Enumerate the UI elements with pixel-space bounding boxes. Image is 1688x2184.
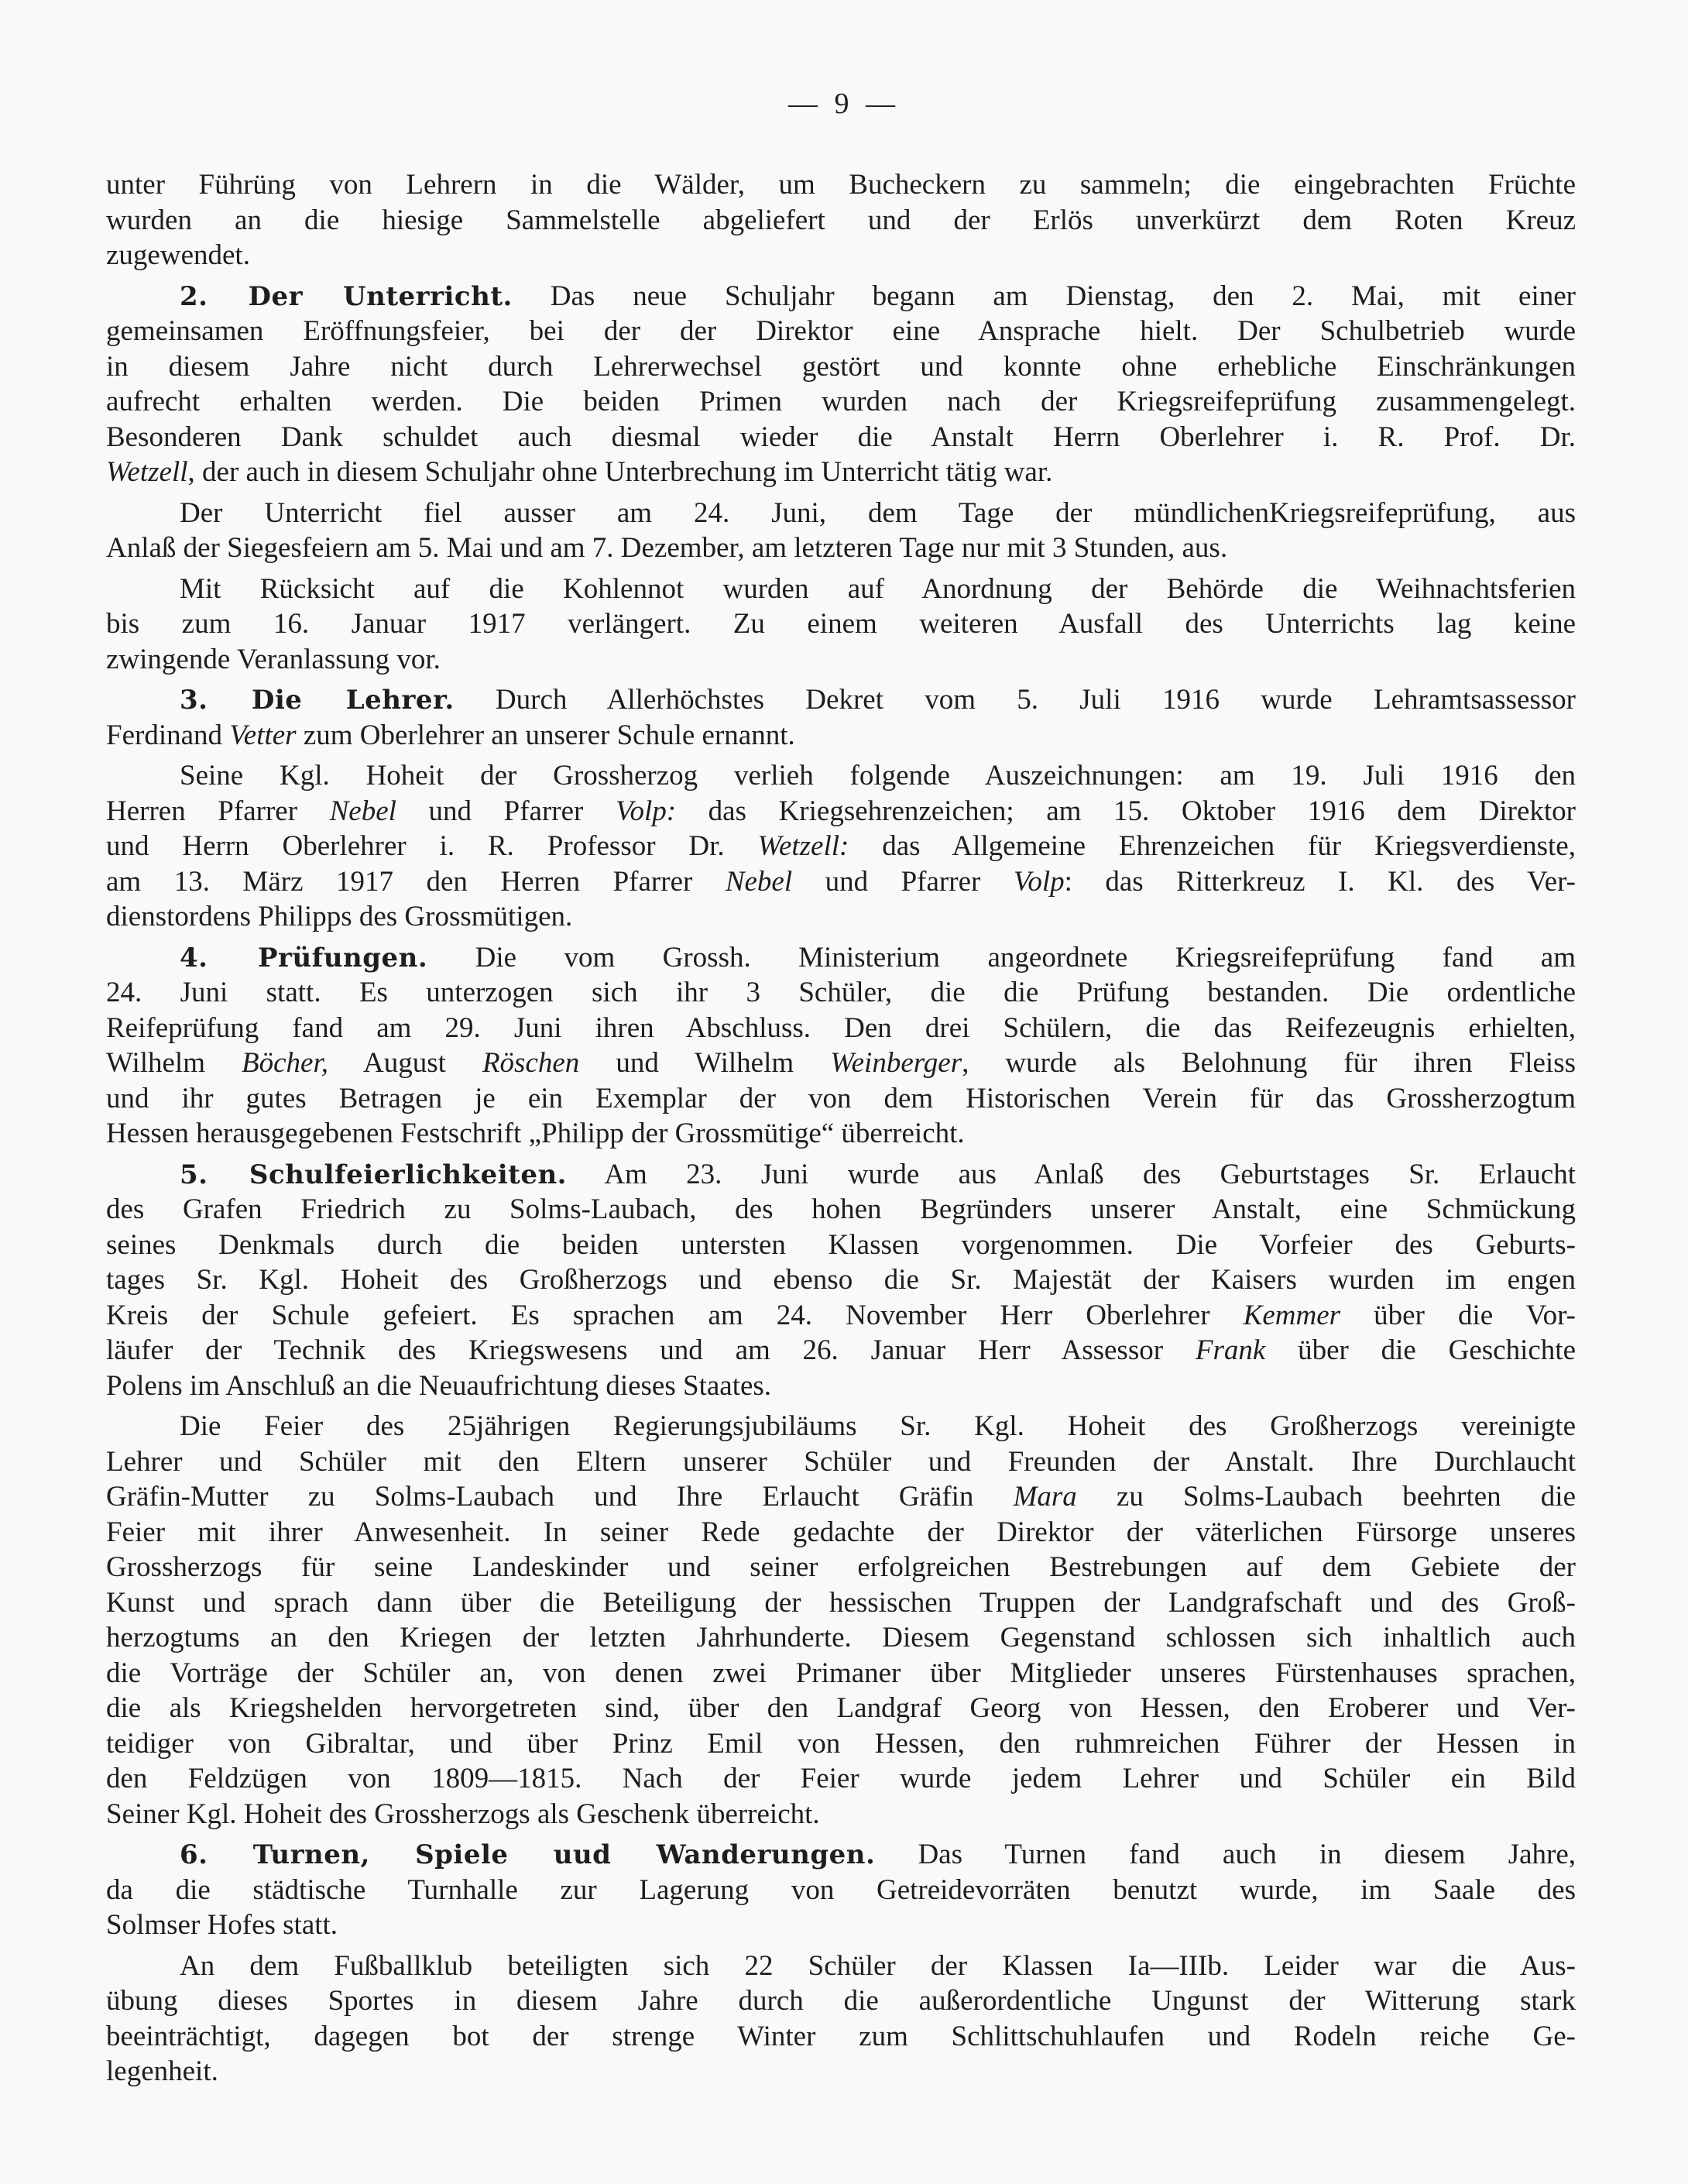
- text-line: [106, 1011, 1576, 1046]
- text-line: [106, 642, 1576, 678]
- text-line: [106, 1409, 1576, 1444]
- text-line: [106, 384, 1576, 420]
- text-segment: Besonderen Dank schuldet auch diesmal wieder die Anstalt Herrn Oberlehrer i. R. Prof. Dr.: [106, 421, 1576, 453]
- text-segment: August: [328, 1047, 482, 1079]
- emphasized-name: Nebel: [725, 865, 793, 898]
- text-line: [106, 420, 1576, 455]
- paragraph: [106, 279, 1576, 490]
- text-segment: und Herrn Oberlehrer i. R. Professor Dr.: [106, 830, 758, 862]
- emphasized-name: Frank: [1195, 1334, 1266, 1366]
- text-line: [106, 1761, 1576, 1797]
- text-segment: Feier mit ihrer Anwesenheit. In seiner Rede gedachte der Direktor der väterlichen Fürsorge unseres: [106, 1516, 1576, 1548]
- text-line: [106, 1656, 1576, 1691]
- text-segment: zum Oberlehrer an unserer Schule ernannt.: [296, 719, 795, 751]
- text-segment: am 13. März 1917 den Herren Pfarrer: [106, 865, 726, 898]
- text-segment: das Allgemeine Ehrenzeichen für Kriegsverdienste,: [849, 830, 1576, 862]
- text-segment: Kreis der Schule gefeiert. Es sprachen am 24. November Herr Oberlehrer: [106, 1299, 1244, 1331]
- paragraph: [106, 1949, 1576, 2090]
- text-segment: die als Kriegshelden hervorgetreten sind, über den Landgraf Georg von Hessen, den Eroberer und Ver-: [106, 1692, 1576, 1724]
- text-segment: des Grafen Friedrich zu Solms-Laubach, des hohen Begründers unserer Anstalt, eine Schmückung: [106, 1193, 1576, 1225]
- text-line: [106, 1620, 1576, 1656]
- text-line: [106, 940, 1576, 976]
- text-segment: und Wilhelm: [579, 1047, 831, 1079]
- text-line: [106, 2054, 1576, 2090]
- section-heading: 3. Die Lehrer.: [180, 685, 455, 716]
- text-segment: die Vorträge der Schüler an, von denen zwei Primaner über Mitglieder unseres Fürstenhauses sprachen,: [106, 1657, 1576, 1689]
- body-text: [106, 167, 1576, 2090]
- text-segment: wurden an die hiesige Sammelstelle abgeliefert und der Erlös unverkürzt dem Roten Kreuz: [106, 204, 1576, 236]
- text-segment: über die Geschichte: [1265, 1334, 1576, 1366]
- text-segment: 24. Juni statt. Es unterzogen sich ihr 3 Schüler, die die Prüfung bestanden. Die ordentliche: [106, 977, 1576, 1008]
- text-segment: und ihr gutes Betragen je ein Exemplar der von dem Historischen Verein für das Grossherzogtum: [106, 1082, 1576, 1114]
- text-segment: An dem Fußballklub beteiligten sich 22 Schüler der Klassen Ia—IIIb. Leider war die Aus-: [180, 1949, 1576, 1982]
- text-segment: Kunst und sprach dann über die Beteiligung der hessischen Truppen der Landgrafschaft und des Groß-: [106, 1586, 1576, 1619]
- text-line: [106, 1983, 1576, 2019]
- text-line: [106, 1046, 1576, 1081]
- text-segment: Seine Kgl. Hoheit der Grossherzog verlieh folgende Auszeichnungen: am 19. Juli 1916 den: [180, 760, 1576, 792]
- text-segment: tages Sr. Kgl. Hoheit des Großherzogs und ebenso die Sr. Majestät der Kaisers wurden im engen: [106, 1264, 1576, 1296]
- text-segment: zu Solms-Laubach beehrten die: [1076, 1481, 1576, 1513]
- text-line: [106, 1298, 1576, 1334]
- text-segment: Der Unterricht fiel ausser am 24. Juni, dem Tage der mündlichenKriegsreifeprüfung, aus: [180, 496, 1576, 529]
- paragraph: [106, 496, 1576, 566]
- text-segment: Die Feier des 25jährigen Regierungsjubiläums Sr. Kgl. Hoheit des Großherzogs vereinigte: [180, 1410, 1576, 1442]
- text-segment: Polens im Anschluß an die Neuaufrichtung dieses Staates.: [106, 1369, 772, 1402]
- text-line: [106, 314, 1576, 349]
- text-segment: Grossherzogs für seine Landeskinder und seiner erfolgreichen Bestrebungen auf dem Gebiete der: [106, 1551, 1576, 1583]
- text-line: [106, 975, 1576, 1011]
- text-line: [106, 531, 1576, 566]
- text-line: [106, 1479, 1576, 1515]
- paragraph: [106, 167, 1576, 273]
- text-line: [106, 1908, 1576, 1943]
- text-segment: Hessen herausgegebenen Festschrift „Philipp der Grossmütige“ überreicht.: [106, 1118, 965, 1149]
- text-line: [106, 1333, 1576, 1368]
- text-segment: unter Führüng von Lehrern in die Wälder, um Bucheckern zu sammeln; die eingebrachten Früchte: [106, 169, 1576, 201]
- emphasized-name: Wetzell: [106, 456, 188, 488]
- text-segment: den Feldzügen von 1809—1815. Nach der Feier wurde jedem Lehrer und Schüler ein Bild: [106, 1763, 1576, 1794]
- text-segment: teidiger von Gibraltar, und über Prinz Emil von Hessen, den ruhmreichen Führer der Hessen in: [106, 1727, 1576, 1760]
- section-heading: 6. Turnen, Spiele uud Wanderungen.: [180, 1839, 876, 1870]
- text-segment: Das Turnen fand auch in diesem Jahre,: [875, 1839, 1576, 1870]
- paragraph: [106, 1157, 1576, 1404]
- text-line: [106, 682, 1576, 718]
- text-segment: legenheit.: [106, 2055, 218, 2087]
- text-line: [106, 718, 1576, 754]
- emphasized-name: Nebel: [329, 795, 396, 827]
- text-line: [106, 899, 1576, 935]
- text-line: [106, 829, 1576, 864]
- text-line: [106, 496, 1576, 531]
- text-line: [106, 1873, 1576, 1908]
- text-segment: Durch Allerhöchstes Dekret vom 5. Juli 1916 wurde Lehramtsassessor: [454, 684, 1576, 716]
- text-line: [106, 1368, 1576, 1404]
- paragraph: [106, 1409, 1576, 1832]
- emphasized-name: Böcher,: [242, 1047, 329, 1079]
- text-line: [106, 203, 1576, 239]
- text-line: [106, 1585, 1576, 1621]
- text-line: [106, 2019, 1576, 2055]
- text-line: [106, 1081, 1576, 1117]
- emphasized-name: Wetzell:: [757, 830, 849, 862]
- section-heading: 4. Prüfungen.: [180, 942, 428, 974]
- emphasized-name: Mara: [1013, 1481, 1077, 1513]
- text-segment: beeinträchtigt, dagegen bot der strenge Winter zum Schlittschuhlaufen und Rodeln reiche Ge-: [106, 2020, 1576, 2052]
- text-line: [106, 1262, 1576, 1298]
- text-line: [106, 864, 1576, 900]
- text-segment: Lehrer und Schüler mit den Eltern unserer Schüler und Freunden der Anstalt. Ihre Durchlaucht: [106, 1445, 1576, 1478]
- emphasized-name: Volp:: [615, 795, 677, 827]
- emphasized-name: Weinberger: [830, 1047, 962, 1079]
- text-line: [106, 1444, 1576, 1480]
- text-line: [106, 167, 1576, 203]
- text-line: [106, 1550, 1576, 1585]
- text-segment: läufer der Technik des Kriegswesens und am 26. Januar Herr Assessor: [106, 1334, 1196, 1366]
- text-segment: zugewendet.: [106, 239, 250, 271]
- emphasized-name: Volp: [1013, 865, 1065, 898]
- text-segment: aufrecht erhalten werden. Die beiden Primen wurden nach der Kriegsreifeprüfung zusammengelegt.: [106, 386, 1576, 417]
- text-line: [106, 1515, 1576, 1550]
- text-segment: in diesem Jahre nicht durch Lehrerwechsel gestört und konnte ohne erhebliche Einschränkungen: [106, 350, 1576, 383]
- text-segment: , wurde als Belohnung für ihren Fleiss: [962, 1047, 1576, 1079]
- text-line: [106, 1726, 1576, 1762]
- text-segment: Seiner Kgl. Hoheit des Grossherzogs als Geschenk überreicht.: [106, 1798, 820, 1830]
- text-segment: Das neue Schuljahr begann am Dienstag, den 2. Mai, mit einer: [512, 280, 1576, 312]
- text-segment: Gräfin-Mutter zu Solms-Laubach und Ihre Erlaucht Gräfin: [106, 1481, 1014, 1513]
- text-segment: Solmser Hofes statt.: [106, 1909, 338, 1941]
- text-line: [106, 1228, 1576, 1263]
- paragraph: [106, 1837, 1576, 1943]
- page-number: — 9 —: [788, 88, 900, 120]
- text-segment: : das Ritterkreuz I. Kl. des Ver-: [1064, 865, 1576, 898]
- text-segment: Herren Pfarrer: [106, 795, 330, 827]
- text-line: [106, 794, 1576, 829]
- text-segment: gemeinsamen Eröffnungsfeier, bei der der Direktor eine Ansprache hielt. Der Schulbetrieb wurde: [106, 315, 1576, 347]
- text-segment: und Pfarrer: [396, 795, 616, 827]
- text-segment: seines Denkmals durch die beiden untersten Klassen vorgenommen. Die Vorfeier des Geburts-: [106, 1228, 1576, 1261]
- text-line: [106, 238, 1576, 273]
- text-line: [106, 572, 1576, 607]
- section-heading: 5. Schulfeierlichkeiten.: [180, 1159, 568, 1190]
- section-heading: 2. Der Unterricht.: [180, 280, 513, 312]
- text-line: [106, 1837, 1576, 1873]
- text-segment: übung dieses Sportes in diesem Jahre durch die außerordentliche Ungunst der Witterung stark: [106, 1985, 1576, 2017]
- text-segment: Die vom Grossh. Ministerium angeordnete Kriegsreifeprüfung fand am: [427, 941, 1576, 974]
- text-line: [106, 349, 1576, 385]
- text-segment: Anlaß der Siegesfeiern am 5. Mai und am 7. Dezember, am letzteren Tage nur mit 3 Stunden, aus.: [106, 532, 1228, 564]
- text-segment: das Kriegsehrenzeichen; am 15. Oktober 1916 dem Direktor: [676, 795, 1576, 827]
- paragraph: [106, 758, 1576, 935]
- text-segment: zwingende Veranlassung vor.: [106, 643, 441, 675]
- paragraph: [106, 572, 1576, 678]
- text-segment: Ferdinand: [106, 719, 230, 751]
- text-segment: , der auch in diesem Schuljahr ohne Unterbrechung im Unterricht tätig war.: [187, 456, 1053, 488]
- text-segment: Reifeprüfung fand am 29. Juni ihren Abschluss. Den drei Schülern, die das Reifezeugnis erhielten,: [106, 1011, 1576, 1044]
- text-segment: Am 23. Juni wurde aus Anlaß des Geburtstages Sr. Erlaucht: [567, 1158, 1576, 1190]
- text-segment: da die städtische Turnhalle zur Lagerung von Getreidevorräten benutzt wurde, im Saale des: [106, 1873, 1576, 1906]
- text-line: [106, 1691, 1576, 1726]
- text-line: [106, 1116, 1576, 1152]
- text-line: [106, 279, 1576, 314]
- text-segment: und Pfarrer: [792, 865, 1014, 898]
- text-line: [106, 455, 1576, 490]
- text-line: [106, 606, 1576, 642]
- text-line: [106, 1192, 1576, 1228]
- text-line: [106, 1797, 1576, 1832]
- paragraph: [106, 682, 1576, 753]
- text-segment: dienstordens Philipps des Grossmütigen.: [106, 901, 573, 932]
- text-segment: herzogtums an den Kriegen der letzten Jahrhunderte. Diesem Gegenstand schlossen sich inhaltlich auch: [106, 1622, 1576, 1653]
- emphasized-name: Kemmer: [1243, 1299, 1341, 1331]
- text-line: [106, 758, 1576, 794]
- text-line: [106, 1157, 1576, 1193]
- text-segment: Mit Rücksicht auf die Kohlennot wurden auf Anordnung der Behörde die Weihnachtsferien: [180, 572, 1576, 605]
- emphasized-name: Röschen: [482, 1047, 580, 1079]
- paragraph: [106, 940, 1576, 1152]
- text-segment: bis zum 16. Januar 1917 verlängert. Zu einem weiteren Ausfall des Unterrichts lag keine: [106, 608, 1576, 640]
- text-line: [106, 1949, 1576, 1984]
- emphasized-name: Vetter: [229, 719, 297, 751]
- text-segment: Wilhelm: [106, 1047, 242, 1079]
- text-segment: über die Vor-: [1340, 1299, 1576, 1331]
